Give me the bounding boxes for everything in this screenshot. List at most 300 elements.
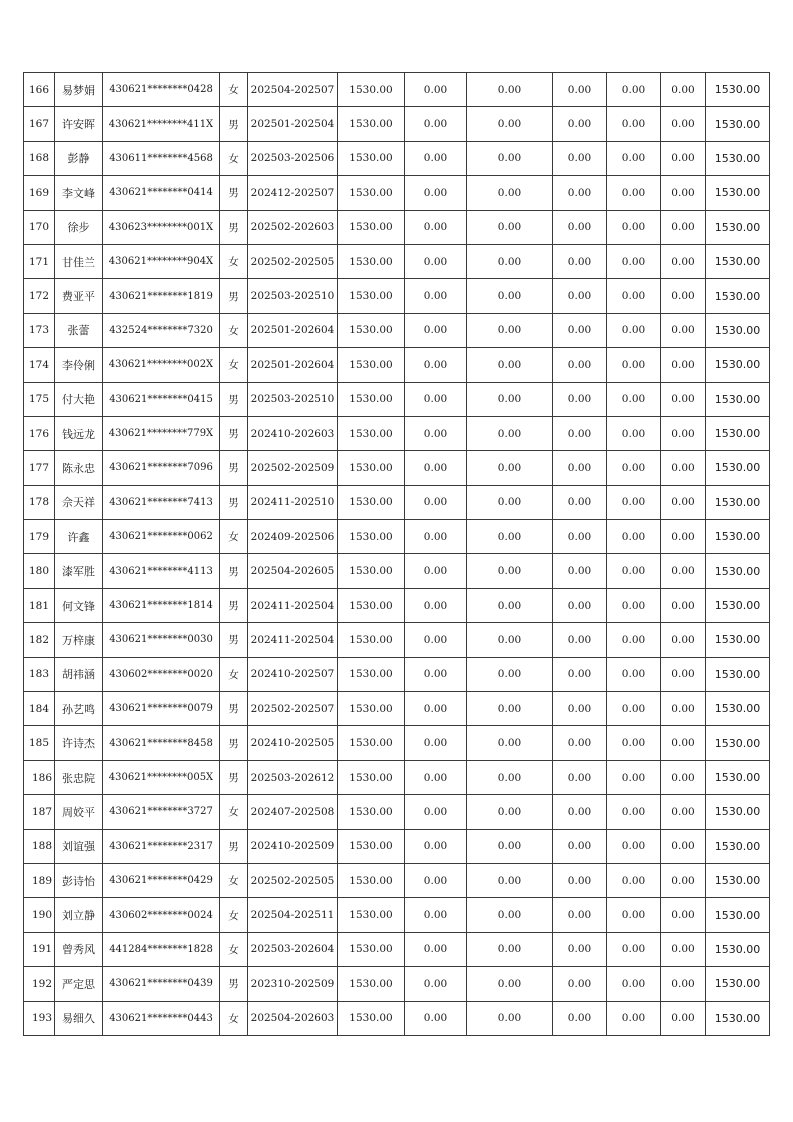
value-col-1: 0.00: [405, 726, 467, 760]
person-name: 万梓康: [55, 623, 103, 657]
row-number: 179: [24, 520, 55, 554]
gender: 男: [220, 623, 248, 657]
value-col-1: 0.00: [405, 176, 467, 210]
value-col-3: 0.00: [553, 107, 607, 141]
value-col-1: 0.00: [405, 244, 467, 278]
gender: 女: [220, 244, 248, 278]
value-col-4: 0.00: [607, 416, 661, 450]
value-col-1: 0.00: [405, 795, 467, 829]
value-col-4: 0.00: [607, 588, 661, 622]
subsidy-amount: 1530.00: [338, 795, 405, 829]
table-row: [24, 313, 770, 347]
gender: 男: [220, 451, 248, 485]
period: 202411-202504: [248, 623, 338, 657]
period: 202503-202510: [248, 279, 338, 313]
id-number: 441284********1828: [103, 932, 220, 966]
value-col-2: 0.00: [467, 73, 553, 107]
value-col-5: 0.00: [661, 382, 706, 416]
value-col-3: 0.00: [553, 795, 607, 829]
period: 202502-202509: [248, 451, 338, 485]
person-name: 漆军胜: [55, 554, 103, 588]
value-col-4: 0.00: [607, 141, 661, 175]
period: 202409-202506: [248, 520, 338, 554]
id-number: 432524********7320: [103, 313, 220, 347]
value-col-2: 0.00: [467, 967, 553, 1001]
value-col-5: 0.00: [661, 967, 706, 1001]
value-col-1: 0.00: [405, 760, 467, 794]
total-amount: 1530.00: [706, 520, 770, 554]
row-number: 184: [24, 692, 55, 726]
id-number: 430602********0024: [103, 898, 220, 932]
subsidy-amount: 1530.00: [338, 279, 405, 313]
period: 202503-202510: [248, 382, 338, 416]
value-col-4: 0.00: [607, 829, 661, 863]
value-col-2: 0.00: [467, 932, 553, 966]
table-row: [24, 1001, 770, 1035]
value-col-5: 0.00: [661, 73, 706, 107]
value-col-4: 0.00: [607, 73, 661, 107]
row-number: 187: [24, 795, 55, 829]
value-col-1: 0.00: [405, 382, 467, 416]
value-col-4: 0.00: [607, 210, 661, 244]
person-name: 孙艺鸣: [55, 692, 103, 726]
period: 202503-202604: [248, 932, 338, 966]
subsidy-amount: 1530.00: [338, 554, 405, 588]
value-col-3: 0.00: [553, 141, 607, 175]
gender: 男: [220, 967, 248, 1001]
value-col-3: 0.00: [553, 726, 607, 760]
gender: 女: [220, 1001, 248, 1035]
value-col-1: 0.00: [405, 210, 467, 244]
person-name: 曾秀风: [55, 932, 103, 966]
value-col-5: 0.00: [661, 451, 706, 485]
person-name: 刘立静: [55, 898, 103, 932]
value-col-4: 0.00: [607, 795, 661, 829]
total-amount: 1530.00: [706, 416, 770, 450]
gender: 女: [220, 863, 248, 897]
value-col-5: 0.00: [661, 588, 706, 622]
person-name: 易细久: [55, 1001, 103, 1035]
table-row: [24, 795, 770, 829]
value-col-4: 0.00: [607, 657, 661, 691]
person-name: 付大艳: [55, 382, 103, 416]
table-row: [24, 967, 770, 1001]
value-col-1: 0.00: [405, 588, 467, 622]
period: 202503-202506: [248, 141, 338, 175]
person-name: 刘谊强: [55, 829, 103, 863]
subsidy-amount: 1530.00: [338, 73, 405, 107]
period: 202310-202509: [248, 967, 338, 1001]
value-col-5: 0.00: [661, 898, 706, 932]
value-col-2: 0.00: [467, 348, 553, 382]
id-number: 430611********4568: [103, 141, 220, 175]
id-number: 430621********0414: [103, 176, 220, 210]
total-amount: 1530.00: [706, 795, 770, 829]
value-col-3: 0.00: [553, 348, 607, 382]
gender: 女: [220, 73, 248, 107]
person-name: 严定思: [55, 967, 103, 1001]
value-col-2: 0.00: [467, 244, 553, 278]
gender: 女: [220, 932, 248, 966]
period: 202501-202604: [248, 313, 338, 347]
subsidy-amount: 1530.00: [338, 623, 405, 657]
value-col-4: 0.00: [607, 520, 661, 554]
total-amount: 1530.00: [706, 829, 770, 863]
value-col-5: 0.00: [661, 554, 706, 588]
row-number: 188: [24, 829, 55, 863]
subsidy-amount: 1530.00: [338, 416, 405, 450]
subsidy-amount: 1530.00: [338, 967, 405, 1001]
value-col-5: 0.00: [661, 726, 706, 760]
id-number: 430621********0429: [103, 863, 220, 897]
row-number: 173: [24, 313, 55, 347]
row-number: 185: [24, 726, 55, 760]
id-number: 430621********411X: [103, 107, 220, 141]
total-amount: 1530.00: [706, 1001, 770, 1035]
value-col-1: 0.00: [405, 898, 467, 932]
value-col-4: 0.00: [607, 348, 661, 382]
person-name: 李伶俐: [55, 348, 103, 382]
value-col-1: 0.00: [405, 73, 467, 107]
table-row: [24, 107, 770, 141]
period: 202501-202604: [248, 348, 338, 382]
table-row: [24, 520, 770, 554]
row-number: 190: [24, 898, 55, 932]
value-col-5: 0.00: [661, 1001, 706, 1035]
table-row: [24, 829, 770, 863]
table-row: [24, 760, 770, 794]
table-row: [24, 588, 770, 622]
period: 202410-202509: [248, 829, 338, 863]
id-number: 430621********0415: [103, 382, 220, 416]
gender: 女: [220, 348, 248, 382]
total-amount: 1530.00: [706, 657, 770, 691]
period: 202502-202505: [248, 244, 338, 278]
value-col-2: 0.00: [467, 760, 553, 794]
period: 202502-202603: [248, 210, 338, 244]
person-name: 许鑫: [55, 520, 103, 554]
value-col-1: 0.00: [405, 313, 467, 347]
total-amount: 1530.00: [706, 898, 770, 932]
value-col-2: 0.00: [467, 554, 553, 588]
value-col-4: 0.00: [607, 967, 661, 1001]
value-col-5: 0.00: [661, 313, 706, 347]
period: 202501-202504: [248, 107, 338, 141]
subsidy-amount: 1530.00: [338, 141, 405, 175]
table-row: [24, 141, 770, 175]
person-name: 钱远龙: [55, 416, 103, 450]
value-col-4: 0.00: [607, 107, 661, 141]
id-number: 430623********001X: [103, 210, 220, 244]
value-col-4: 0.00: [607, 1001, 661, 1035]
subsidy-amount: 1530.00: [338, 760, 405, 794]
value-col-5: 0.00: [661, 657, 706, 691]
value-col-5: 0.00: [661, 416, 706, 450]
value-col-1: 0.00: [405, 623, 467, 657]
subsidy-amount: 1530.00: [338, 451, 405, 485]
table-row: [24, 657, 770, 691]
value-col-5: 0.00: [661, 107, 706, 141]
table-row: [24, 485, 770, 519]
subsidy-amount: 1530.00: [338, 348, 405, 382]
gender: 女: [220, 520, 248, 554]
value-col-1: 0.00: [405, 657, 467, 691]
gender: 女: [220, 313, 248, 347]
value-col-1: 0.00: [405, 416, 467, 450]
subsidy-amount: 1530.00: [338, 244, 405, 278]
value-col-1: 0.00: [405, 1001, 467, 1035]
id-number: 430621********3727: [103, 795, 220, 829]
subsidy-amount: 1530.00: [338, 210, 405, 244]
period: 202503-202612: [248, 760, 338, 794]
gender: 女: [220, 141, 248, 175]
row-number: 170: [24, 210, 55, 244]
value-col-2: 0.00: [467, 726, 553, 760]
id-number: 430621********4113: [103, 554, 220, 588]
period: 202410-202505: [248, 726, 338, 760]
value-col-5: 0.00: [661, 176, 706, 210]
row-number: 175: [24, 382, 55, 416]
value-col-4: 0.00: [607, 279, 661, 313]
id-number: 430621********0030: [103, 623, 220, 657]
value-col-3: 0.00: [553, 210, 607, 244]
person-name: 许诗杰: [55, 726, 103, 760]
total-amount: 1530.00: [706, 382, 770, 416]
person-name: 周姣平: [55, 795, 103, 829]
value-col-2: 0.00: [467, 141, 553, 175]
period: 202412-202507: [248, 176, 338, 210]
gender: 男: [220, 107, 248, 141]
gender: 男: [220, 829, 248, 863]
value-col-2: 0.00: [467, 176, 553, 210]
row-number: 186: [24, 760, 55, 794]
value-col-2: 0.00: [467, 692, 553, 726]
period: 202407-202508: [248, 795, 338, 829]
value-col-3: 0.00: [553, 623, 607, 657]
table-row: [24, 244, 770, 278]
subsidy-amount: 1530.00: [338, 829, 405, 863]
row-number: 177: [24, 451, 55, 485]
value-col-2: 0.00: [467, 520, 553, 554]
value-col-5: 0.00: [661, 244, 706, 278]
value-col-4: 0.00: [607, 760, 661, 794]
subsidy-amount: 1530.00: [338, 932, 405, 966]
row-number: 191: [24, 932, 55, 966]
period: 202411-202504: [248, 588, 338, 622]
subsidy-amount: 1530.00: [338, 692, 405, 726]
id-number: 430602********0020: [103, 657, 220, 691]
value-col-4: 0.00: [607, 485, 661, 519]
gender: 男: [220, 210, 248, 244]
table-row: [24, 451, 770, 485]
value-col-3: 0.00: [553, 382, 607, 416]
gender: 男: [220, 760, 248, 794]
id-number: 430621********7413: [103, 485, 220, 519]
value-col-3: 0.00: [553, 588, 607, 622]
total-amount: 1530.00: [706, 485, 770, 519]
value-col-1: 0.00: [405, 863, 467, 897]
period: 202504-202507: [248, 73, 338, 107]
value-col-1: 0.00: [405, 829, 467, 863]
value-col-3: 0.00: [553, 760, 607, 794]
id-number: 430621********005X: [103, 760, 220, 794]
table-row: [24, 554, 770, 588]
table-row: [24, 416, 770, 450]
subsidy-amount: 1530.00: [338, 726, 405, 760]
row-number: 180: [24, 554, 55, 588]
table-body: [24, 73, 770, 1036]
value-col-4: 0.00: [607, 898, 661, 932]
value-col-3: 0.00: [553, 829, 607, 863]
value-col-4: 0.00: [607, 692, 661, 726]
value-col-5: 0.00: [661, 863, 706, 897]
total-amount: 1530.00: [706, 141, 770, 175]
value-col-1: 0.00: [405, 554, 467, 588]
person-name: 张蕾: [55, 313, 103, 347]
value-col-3: 0.00: [553, 967, 607, 1001]
subsidy-table: [23, 72, 770, 1036]
gender: 女: [220, 657, 248, 691]
gender: 男: [220, 726, 248, 760]
value-col-2: 0.00: [467, 1001, 553, 1035]
id-number: 430621********0443: [103, 1001, 220, 1035]
value-col-3: 0.00: [553, 73, 607, 107]
id-number: 430621********1819: [103, 279, 220, 313]
row-number: 182: [24, 623, 55, 657]
value-col-2: 0.00: [467, 313, 553, 347]
value-col-1: 0.00: [405, 692, 467, 726]
table-row: [24, 176, 770, 210]
value-col-5: 0.00: [661, 760, 706, 794]
table-row: [24, 863, 770, 897]
id-number: 430621********779X: [103, 416, 220, 450]
id-number: 430621********7096: [103, 451, 220, 485]
period: 202504-202511: [248, 898, 338, 932]
id-number: 430621********0062: [103, 520, 220, 554]
table-row: [24, 279, 770, 313]
value-col-2: 0.00: [467, 829, 553, 863]
total-amount: 1530.00: [706, 451, 770, 485]
value-col-2: 0.00: [467, 279, 553, 313]
value-col-1: 0.00: [405, 967, 467, 1001]
person-name: 易梦娟: [55, 73, 103, 107]
value-col-1: 0.00: [405, 520, 467, 554]
value-col-2: 0.00: [467, 451, 553, 485]
value-col-4: 0.00: [607, 313, 661, 347]
period: 202410-202507: [248, 657, 338, 691]
period: 202504-202605: [248, 554, 338, 588]
value-col-5: 0.00: [661, 520, 706, 554]
id-number: 430621********0079: [103, 692, 220, 726]
row-number: 174: [24, 348, 55, 382]
value-col-3: 0.00: [553, 244, 607, 278]
value-col-4: 0.00: [607, 451, 661, 485]
id-number: 430621********904X: [103, 244, 220, 278]
value-col-3: 0.00: [553, 451, 607, 485]
id-number: 430621********0428: [103, 73, 220, 107]
value-col-4: 0.00: [607, 863, 661, 897]
value-col-3: 0.00: [553, 176, 607, 210]
id-number: 430621********002X: [103, 348, 220, 382]
row-number: 171: [24, 244, 55, 278]
total-amount: 1530.00: [706, 210, 770, 244]
table-row: [24, 623, 770, 657]
value-col-3: 0.00: [553, 692, 607, 726]
person-name: 佘天祥: [55, 485, 103, 519]
value-col-3: 0.00: [553, 485, 607, 519]
person-name: 胡祎涵: [55, 657, 103, 691]
value-col-2: 0.00: [467, 416, 553, 450]
id-number: 430621********1814: [103, 588, 220, 622]
row-number: 168: [24, 141, 55, 175]
total-amount: 1530.00: [706, 279, 770, 313]
value-col-2: 0.00: [467, 382, 553, 416]
person-name: 陈永忠: [55, 451, 103, 485]
row-number: 166: [24, 73, 55, 107]
value-col-3: 0.00: [553, 1001, 607, 1035]
value-col-4: 0.00: [607, 726, 661, 760]
person-name: 何文锋: [55, 588, 103, 622]
value-col-2: 0.00: [467, 795, 553, 829]
total-amount: 1530.00: [706, 107, 770, 141]
total-amount: 1530.00: [706, 588, 770, 622]
value-col-3: 0.00: [553, 520, 607, 554]
row-number: 167: [24, 107, 55, 141]
value-col-1: 0.00: [405, 348, 467, 382]
person-name: 徐步: [55, 210, 103, 244]
value-col-2: 0.00: [467, 623, 553, 657]
value-col-1: 0.00: [405, 107, 467, 141]
total-amount: 1530.00: [706, 348, 770, 382]
value-col-2: 0.00: [467, 898, 553, 932]
subsidy-amount: 1530.00: [338, 520, 405, 554]
table-row: [24, 348, 770, 382]
period: 202502-202507: [248, 692, 338, 726]
period: 202502-202505: [248, 863, 338, 897]
total-amount: 1530.00: [706, 932, 770, 966]
value-col-5: 0.00: [661, 829, 706, 863]
value-col-3: 0.00: [553, 932, 607, 966]
value-col-2: 0.00: [467, 657, 553, 691]
row-number: 169: [24, 176, 55, 210]
subsidy-amount: 1530.00: [338, 1001, 405, 1035]
value-col-3: 0.00: [553, 898, 607, 932]
table-row: [24, 932, 770, 966]
gender: 男: [220, 554, 248, 588]
value-col-2: 0.00: [467, 210, 553, 244]
period: 202504-202603: [248, 1001, 338, 1035]
gender: 男: [220, 416, 248, 450]
person-name: 费亚平: [55, 279, 103, 313]
value-col-5: 0.00: [661, 795, 706, 829]
value-col-3: 0.00: [553, 657, 607, 691]
value-col-1: 0.00: [405, 141, 467, 175]
value-col-3: 0.00: [553, 863, 607, 897]
row-number: 176: [24, 416, 55, 450]
table-row: [24, 73, 770, 107]
row-number: 178: [24, 485, 55, 519]
row-number: 181: [24, 588, 55, 622]
person-name: 张忠院: [55, 760, 103, 794]
total-amount: 1530.00: [706, 313, 770, 347]
subsidy-amount: 1530.00: [338, 176, 405, 210]
total-amount: 1530.00: [706, 692, 770, 726]
table-row: [24, 726, 770, 760]
total-amount: 1530.00: [706, 73, 770, 107]
value-col-3: 0.00: [553, 554, 607, 588]
value-col-3: 0.00: [553, 279, 607, 313]
person-name: 甘佳兰: [55, 244, 103, 278]
